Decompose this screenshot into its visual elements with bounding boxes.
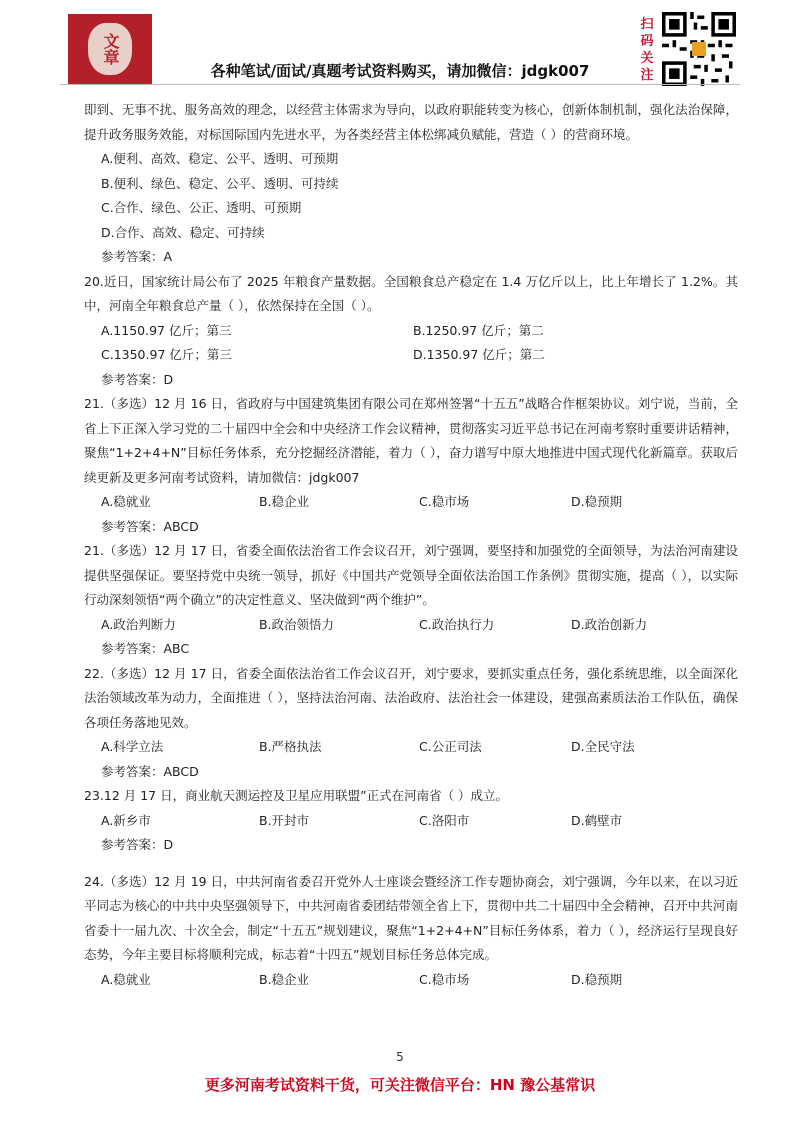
option-a: A.政治判断力 [101,616,176,632]
option-c: C.公正司法 [419,739,482,754]
option-d: D.1350.97 亿斤；第二 [413,347,545,362]
qr-code-icon[interactable] [662,12,736,86]
option-c: C.稳市场 [419,971,470,987]
answer-line: 参考答案：D [101,371,174,387]
scan-qr-label: 扫码关注 [640,17,654,83]
option-b: B.开封市 [259,812,310,828]
option-c: C.政治执行力 [419,616,495,632]
options-row [101,319,721,344]
question-block-20 [84,270,738,319]
question-block-intro [84,98,738,147]
option-b: B.稳企业 [259,971,310,987]
options-row [101,490,721,515]
option-b: B.政治领悟力 [259,616,335,632]
options-row [101,968,721,993]
header-title: 各种笔试/面试/真题考试资料购买，请加微信：jdgk007 [210,62,590,80]
options-row [101,735,721,760]
question-text: 24.（多选）12 月 19 日，中共河南省委召开党外人士座谈会暨经济工作专题协商会，刘宁强调，今年以来，在以习近平同志为核心的中共中央坚强领导下，中共河南省委团结带领全省上下，贯彻中共二十届四中全会精神，召开中共河南省委十一届九次、十次全会，制定“十五五”规划建议，聚焦“1+2+4+N”目标任务体系，着力（ ），经济运行呈现良好态势，今年主要目标将顺利完成，标志着“十四五”规划目标任务总体完成。 [84,873,738,962]
option-d: D.全民守法 [571,739,635,754]
page-number: 5 [396,1050,404,1064]
option-c: C.1350.97 亿斤；第三 [101,347,232,362]
option-a: A.便利、高效、稳定、公平、透明、可预期 [101,151,339,166]
option-c: C.合作、绿色、公正、透明、可预期 [101,200,302,215]
question-block-21a [84,392,738,490]
document-body [84,98,738,992]
question-text: 21.（多选）12 月 17 日，省委全面依法治省工作会议召开，刘宁强调，要坚持和加强党的全面领导，为法治河南建设提供坚强保证。要坚持党中央统一领导，抓好《中国共产党领导全面依法治国工作条例》贯彻实施，提高（ ），以实际行动深刻领悟“两个确立”的决定性意义、坚决做到“两个维护”。 [84,543,738,607]
option-d: D.鹤壁市 [571,812,623,828]
logo-badge: 文章 [88,23,132,75]
question-block-24 [84,870,738,968]
footer-promo: 更多河南考试资料干货，可关注微信平台：HN 豫公基常识 [204,1076,596,1094]
option-d: D.稳预期 [571,494,623,509]
answer-line: 参考答案：D [101,837,174,852]
question-block-22 [84,662,738,736]
question-text: 21.（多选）12 月 16 日，省政府与中国建筑集团有限公司在郑州签署“十五五”战略合作框架协议。刘宁说，当前，全省上下正深入学习党的二十届四中全会和中央经济工作会议精神，贯彻落实习近平总书记在河南考察时重要讲话精神，聚焦“1+2+4+N”目标任务体系，充分挖掘经济潜能，着力（ ），奋力谱写中原大地推进中国式现代化新篇章。获取后续更新及更多河南考试资料，请加微信：jdgk007 [84,396,738,485]
answer-line: 参考答案：ABCD [101,518,199,534]
option-b: B.1250.97 亿斤；第二 [413,322,544,338]
option-c: C.稳市场 [419,494,470,509]
question-text: 20.近日，国家统计局公布了 2025 年粮食产量数据。全国粮食总产稳定在 1.4 万亿斤以上，比上年增长了 1.2%。其中，河南全年粮食总产量（ ），依然保持在全国（ ）。 [84,273,738,313]
option-c: C.洛阳市 [419,812,470,828]
question-block-23 [84,784,738,809]
option-a: A.稳就业 [101,971,151,987]
options-row [101,343,721,368]
question-text: 即到、无事不扰、服务高效的理念，以经营主体需求为导向，以政府职能转变为核心，创新体制机制，强化法治保障，提升政务服务效能，对标国际国内先进水平，为各类经营主体松绑减负赋能，营造（ ）的营商环境。 [84,102,738,142]
option-b: B.便利、绿色、稳定、公平、透明、可持续 [101,175,339,191]
option-a: A.新乡市 [101,812,151,828]
question-text: 22.（多选）12 月 17 日，省委全面依法治省工作会议召开，刘宁要求，要抓实重点任务，强化系统思维，以全面深化法治领域改革为动力，全面推进（ ），坚持法治河南、法治政府、法治社会一体建设，建强高素质法治工作队伍，确保各项任务落地见效。 [84,665,738,730]
option-a: A.1150.97 亿斤；第三 [101,322,232,338]
option-d: D.政治创新力 [571,616,648,632]
option-d: D.稳预期 [571,971,623,987]
header-divider [60,84,740,85]
options-row [101,613,721,638]
option-a: A.稳就业 [101,494,151,509]
answer-line: 参考答案：ABC [101,641,190,656]
question-text: 23.12 月 17 日，商业航天测运控及卫星应用联盟”正式在河南省（ ）成立。 [84,788,509,803]
answer-line: 参考答案：A [101,249,173,264]
answer-line: 参考答案：ABCD [101,763,199,779]
option-d: D.合作、高效、稳定、可持续 [101,224,265,240]
option-b: B.稳企业 [259,494,310,509]
option-b: B.严格执法 [259,739,322,754]
question-block-21b [84,539,738,613]
option-a: A.科学立法 [101,739,164,754]
options-row [101,809,721,834]
